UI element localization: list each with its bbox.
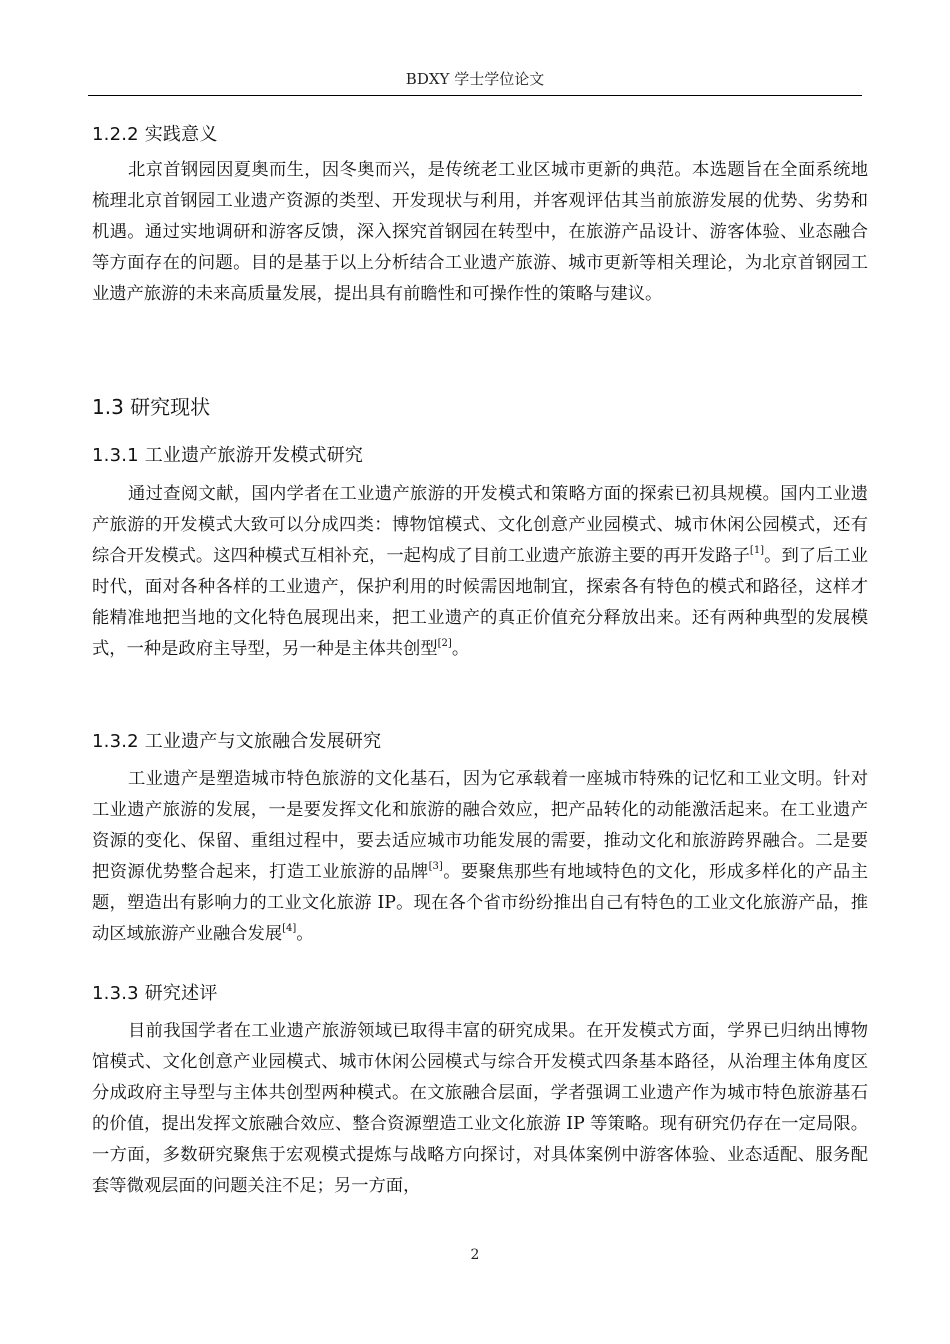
citation-2: [2] [437,638,452,650]
paragraph-culture-tourism-integration [92,764,868,950]
section-heading-1-3-3: 1.3.3 研究述评 [92,983,218,1004]
paragraph-practical-significance: 北京首钢园因夏奥而生，因冬奥而兴，是传统老工业区城市更新的典范。本选题旨在全面系统地梳理北京首钢园工业遗产资源的类型、开发现状与利用，并客观评估其当前旅游发展的优势、劣势和机遇。通过实地调研和游客反馈，深入探究首钢园在转型中，在旅游产品设计、游客体验、业态融合等方面存在的问题。目的是基于以上分析结合工业遗产旅游、城市更新等相关理论，为北京首钢园工业遗产旅游的未来高质量发展，提出具有前瞻性和可操作性的策略与建议。 [92,160,868,304]
header-rule [88,95,862,96]
citation-1: [1] [749,545,765,557]
paragraph-text: 。到了后工业时代，面对各种各样的工业遗产，保护利用的时候需因地制宜，探索各有特色的模式和路径，这样才能精准地把当地的文化特色展现出来，把工业遗产的真正价值充分释放出来。还有两种典型的发展模式，一种是政府主导型，另一种是主体共创型 [92,546,868,659]
section-heading-1-3-2: 1.3.2 工业遗产与文旅融合发展研究 [92,731,382,752]
paragraph-development-models [92,479,868,665]
section-heading-1-3: 1.3 研究现状 [92,395,211,419]
running-header: BDXY 学士学位论文 [405,70,545,88]
citation-3: [3] [428,861,443,873]
paragraph-text: 。 [296,924,314,944]
section-heading-1-3-1: 1.3.1 工业遗产旅游开发模式研究 [92,445,364,466]
paragraph-text: 。要聚焦那些有地域特色的文化，形成多样化的产品主题，塑造出有影响力的工业文化旅游 IP。现在各个省市纷纷推出自己有特色的工业文化旅游产品，推动区域旅游产业融合发展 [92,862,868,944]
paragraph-text: 通过查阅文献，国内学者在工业遗产旅游的开发模式和策略方面的探索已初具规模。国内工业遗产旅游的开发模式大致可以分成四类：博物馆模式、文化创意产业园模式、城市休闲公园模式，还有综合开发模式。这四种模式互相补充，一起构成了目前工业遗产旅游主要的再开发路子 [92,484,868,566]
paragraph-research-review: 目前我国学者在工业遗产旅游领域已取得丰富的研究成果。在开发模式方面，学界已归纳出博物馆模式、文化创意产业园模式、城市休闲公园模式与综合开发模式四条基本路径，从治理主体角度区分成政府主导型与主体共创型两种模式。在文旅融合层面，学者强调工业遗产作为城市特色旅游基石的价值，提出发挥文旅融合效应、整合资源塑造工业文化旅游 IP 等策略。现有研究仍存在一定局限。一方面，多数研究聚焦于宏观模式提炼与战略方向探讨，对具体案例中游客体验、业态适配、服务配套等微观层面的问题关注不足；另一方面， [92,1021,868,1196]
paragraph-text: 工业遗产是塑造城市特色旅游的文化基石，因为它承载着一座城市特殊的记忆和工业文明。针对工业遗产旅游的发展，一是要发挥文化和旅游的融合效应，把产品转化的动能激活起来。在工业遗产资源的变化、保留、重组过程中，要去适应城市功能发展的需要，推动文化和旅游跨界融合。二是要把资源优势整合起来，打造工业旅游的品牌 [92,769,868,882]
citation-4: [4] [282,923,297,935]
section-heading-1-2-2: 1.2.2 实践意义 [92,124,218,145]
paragraph-text: 。 [451,639,470,659]
page-number: 2 [470,1247,480,1263]
